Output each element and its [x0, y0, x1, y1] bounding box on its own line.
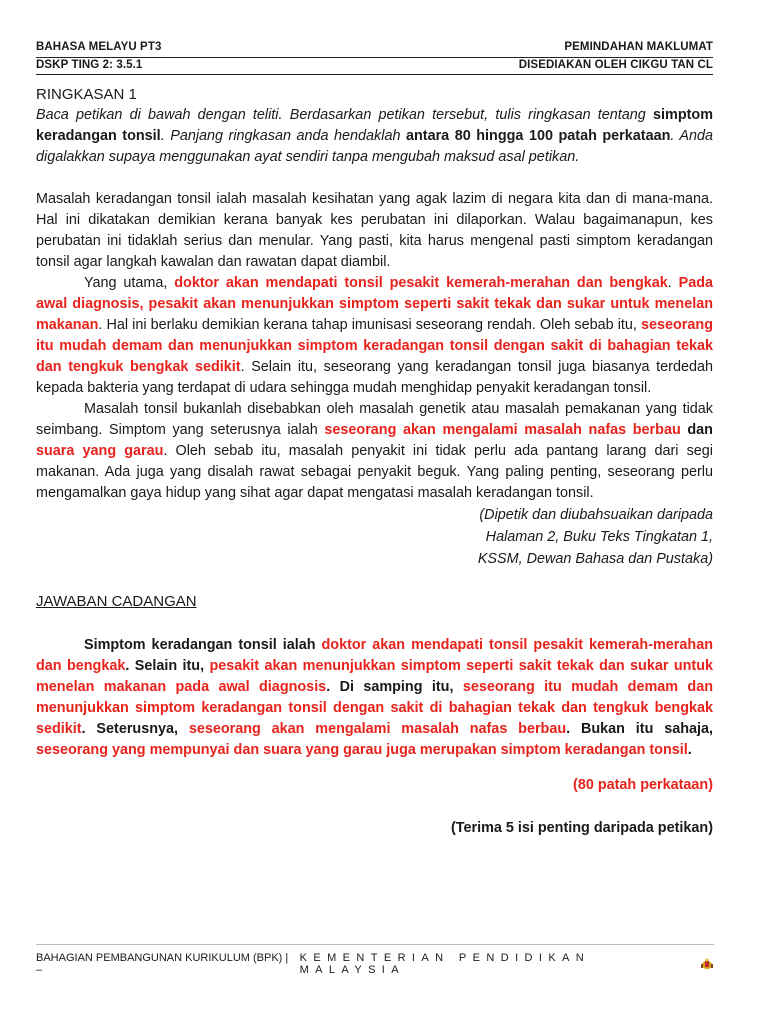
- citation-line: Halaman 2, Buku Teks Tingkatan 1,: [485, 529, 713, 545]
- highlight-point: seseorang akan mengalami masalah nafas berbau: [324, 422, 681, 438]
- header-divider-2: [36, 74, 713, 75]
- passage-text: Masalah tonsil bukanlah disebabkan oleh masalah genetik atau masalah pemakanan yang tidak seimbang. Simptom yang seterusnya ialah: [36, 401, 713, 438]
- header-row-2: [36, 58, 713, 73]
- dskp-label: DSKP TING 2: 3.5.1: [36, 59, 143, 71]
- document-page: [36, 40, 713, 839]
- answer-point: seseorang akan mengalami masalah nafas berbau: [188, 721, 567, 737]
- marking-note: (Terima 5 isi penting daripada petikan): [450, 820, 713, 837]
- instruction-text: . Panjang ringkasan anda hendaklah: [160, 128, 406, 144]
- passage-paragraph-3: [36, 399, 713, 504]
- highlight-point: suara yang garau: [36, 443, 164, 459]
- answer-point: seseorang yang mempunyai dan suara yang garau juga merupakan simptom keradangan tonsil: [36, 742, 688, 758]
- word-count: (80 patah perkataan): [573, 777, 713, 794]
- answer-point: seseorang itu mudah demam dan menunjukkan simptom keradangan tonsil dengan sakit di bahagian tekak dan tengkuk bengkak sedikit: [36, 679, 713, 737]
- instruction-text: . Anda digalakkan supaya menggunakan ayat sendiri tanpa mengubah maksud asal petikan.: [36, 128, 713, 165]
- malaysia-crest-icon: [700, 958, 714, 970]
- instruction-bold-topic: simptom keradangan tonsil: [36, 107, 713, 144]
- topic-label: PEMINDAHAN MAKLUMAT: [564, 41, 713, 53]
- answer-text: . Bukan itu sahaja,: [566, 721, 713, 737]
- footer-ministry: KEMENTERIAN PENDIDIKAN MALAYSIA: [299, 952, 591, 976]
- answer-text: .: [687, 742, 692, 758]
- passage-text: Yang utama,: [84, 275, 175, 291]
- passage-text: .: [667, 275, 679, 291]
- highlight-point: seseorang itu mudah demam dan menunjukkan simptom keradangan tonsil dengan sakit di bahagian tekak dan tengkuk bengkak sedikit: [36, 317, 713, 375]
- instruction-paragraph: [36, 105, 713, 168]
- answer-text: Simptom keradangan tonsil ialah: [84, 637, 322, 653]
- subject-label: BAHASA MELAYU PT3: [36, 41, 162, 53]
- answer-point: doktor akan mendapati tonsil pesakit kemerah-merahan dan bengkak: [36, 637, 713, 674]
- answer-paragraph: [36, 635, 713, 761]
- header-row-1: [36, 40, 713, 55]
- answer-text: . Di samping itu,: [326, 679, 463, 695]
- instruction-bold-length: antara 80 hingga 100 patah perkataan: [405, 128, 671, 144]
- author-label: DISEDIAKAN OLEH CIKGU TAN CL: [518, 59, 713, 71]
- answer-text: . Selain itu,: [125, 658, 210, 674]
- passage-paragraph-2: [36, 273, 713, 399]
- passage-paragraph-1: Masalah keradangan tonsil ialah masalah kesihatan yang agak lazim di negara kita dan di mana-mana. Hal ini dikatakan demikian kerana banyak kes perubatan ini dilaporkan. Walau bagaimanapun, kes perubatan ini tidaklah serius dan menular. Yang pasti, kita harus mengenal pasti simptom keradangan tonsil agar langkah kawalan dan rawatan dapat diambil.: [36, 191, 713, 270]
- citation-line: KSSM, Dewan Bahasa dan Pustaka): [477, 551, 713, 567]
- passage-text: dan: [680, 422, 713, 438]
- answer-point: pesakit akan menunjukkan simptom seperti sakit tekak dan sukar untuk menelan makanan pada awal diagnosis: [36, 658, 713, 695]
- page-title: RINGKASAN 1: [36, 86, 137, 103]
- highlight-point: doktor akan mendapati tonsil pesakit kemerah-merahan dan bengkak: [174, 275, 668, 291]
- page-footer: [36, 944, 714, 976]
- footer-department: BAHAGIAN PEMBANGUNAN KURIKULUM (BPK) | –: [36, 952, 289, 976]
- answer-section-title: JAWABAN CADANGAN: [36, 593, 197, 610]
- instruction-text: Baca petikan di bawah dengan teliti. Berdasarkan petikan tersebut, tulis ringkasan tentang: [36, 107, 654, 123]
- answer-text: . Seterusnya,: [81, 721, 189, 737]
- passage-text: . Oleh sebab itu, masalah penyakit ini tidak perlu ada pantang larang dari segi makanan. Ada juga yang disalah rawat sebagai penyakit beguk. Yang paling penting, seseorang perlu mengamalkan gaya hidup yang sihat agar dapat mengatasi masalah keradangan tonsil.: [36, 443, 713, 501]
- citation-line: (Dipetik dan diubahsuaikan daripada: [479, 507, 713, 523]
- passage-text: . Hal ini berlaku demikian kerana tahap imunisasi seseorang rendah. Oleh sebab itu,: [98, 317, 641, 333]
- highlight-point: Pada awal diagnosis, pesakit akan menunjukkan simptom seperti sakit tekak dan sukar untuk menelan makanan: [36, 275, 714, 333]
- source-citation: [36, 504, 713, 570]
- passage-text: . Selain itu, seseorang yang keradangan tonsil juga biasanya terdedah kepada bakteria yang terdapat di udara sehingga mudah menghidap penyakit keradangan tonsil.: [36, 359, 713, 396]
